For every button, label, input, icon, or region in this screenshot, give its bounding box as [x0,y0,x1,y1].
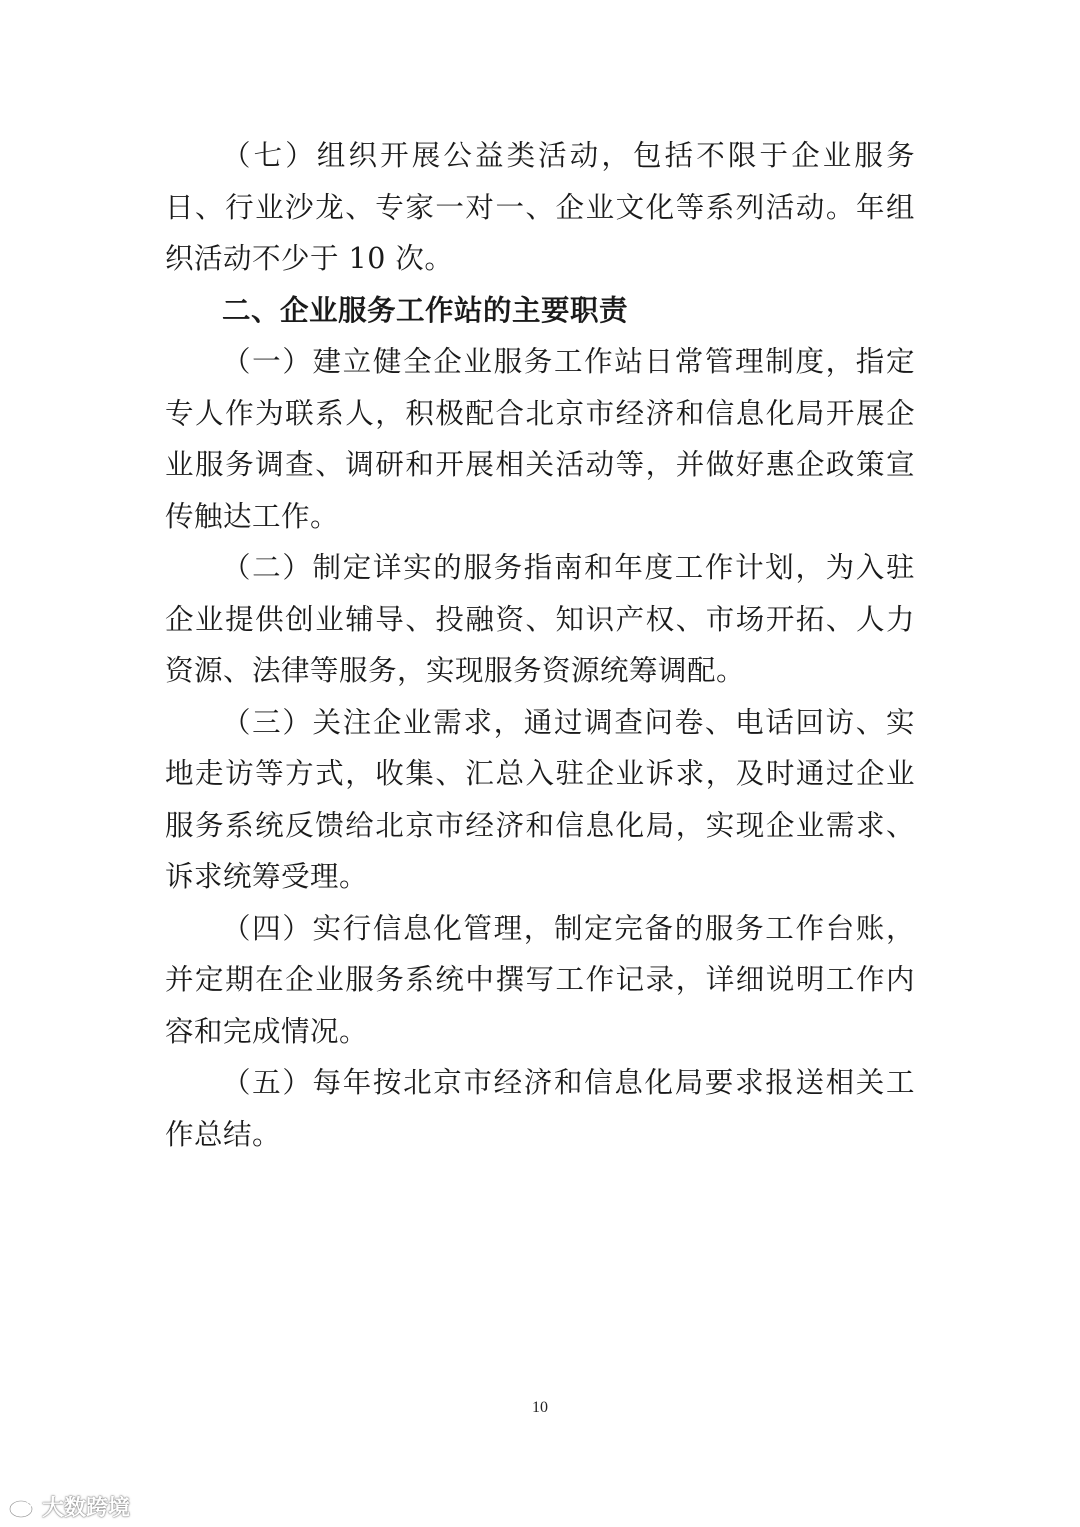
paragraph-duty-4: （四）实行信息化管理，制定完备的服务工作台账，并定期在企业服务系统中撰写工作记录，详细说明工作内容和完成情况。 [165,911,915,1048]
paragraph-duty-2: （二）制定详实的服务指南和年度工作计划，为入驻企业提供创业辅导、投融资、知识产权、市场开拓、人力资源、法律等服务，实现服务资源统筹调配。 [165,551,915,687]
paragraph-duty-3: （三）关注企业需求，通过调查问卷、电话回访、实地走访等方式，收集、汇总入驻企业诉求，及时通过企业服务系统反馈给北京市经济和信息化局，实现企业需求、诉求统筹受理。 [165,705,915,893]
paragraph-duty-1: （一）建立健全企业服务工作站日常管理制度，指定专人作为联系人，积极配合北京市经济和信息化局开展企业服务调查、调研和开展相关活动等，并做好惠企政策宣传触达工作。 [165,345,915,533]
watermark-text: 大数跨境 [42,1496,131,1521]
weibo-logo-icon [8,1495,38,1519]
section-heading: 二、企业服务工作站的主要职责 [222,293,629,327]
document-body [165,130,915,1160]
paragraph-activities: （七）组织开展公益类活动，包括不限于企业服务日、行业沙龙、专家一对一、企业文化等系列活动。年组织活动不少于 10 次。 [165,139,915,275]
watermark [8,1491,130,1522]
page-number: 10 [532,1399,548,1416]
paragraph-duty-5: （五）每年按北京市经济和信息化局要求报送相关工作总结。 [165,1066,915,1151]
